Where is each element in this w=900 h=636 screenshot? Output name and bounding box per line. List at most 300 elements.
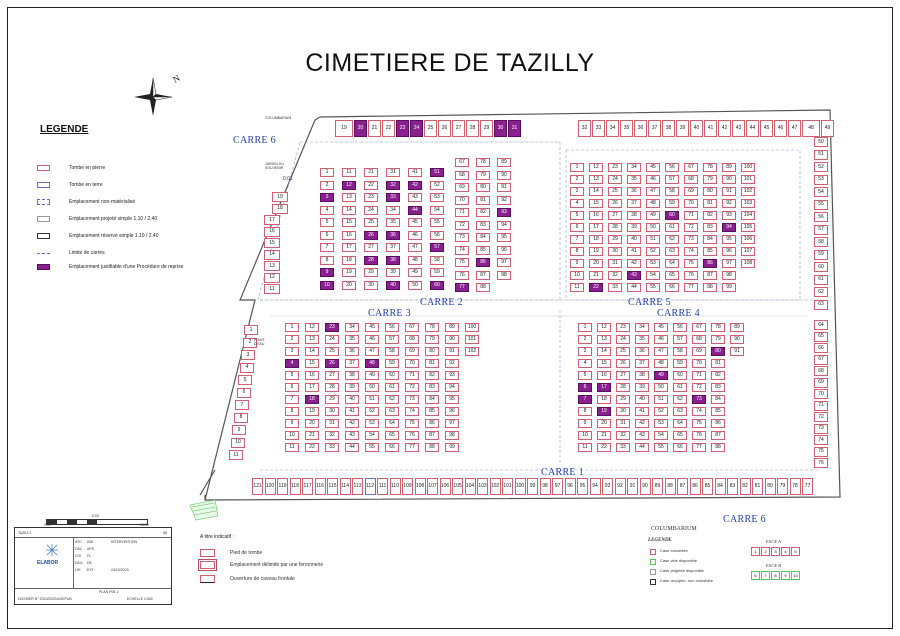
- grave-plot[interactable]: 107: [741, 247, 755, 256]
- grave-plot[interactable]: 89: [722, 163, 736, 172]
- grave-plot[interactable]: 56: [673, 323, 687, 332]
- grave-plot[interactable]: 59: [430, 268, 444, 277]
- grave-plot[interactable]: 48: [802, 120, 820, 137]
- plot-reprise[interactable]: 38: [386, 256, 400, 265]
- grave-plot[interactable]: 118: [290, 478, 301, 495]
- grave-plot[interactable]: 51: [814, 150, 828, 160]
- grave-plot[interactable]: 37: [635, 359, 649, 368]
- grave-plot[interactable]: 24: [608, 175, 622, 184]
- plot-reprise[interactable]: 86: [476, 258, 490, 267]
- grave-plot[interactable]: 60: [673, 371, 687, 380]
- grave-plot[interactable]: 70: [814, 389, 828, 399]
- grave-plot[interactable]: 80: [476, 183, 490, 192]
- grave-plot[interactable]: 57: [673, 335, 687, 344]
- grave-plot[interactable]: 62: [814, 287, 828, 297]
- grave-plot[interactable]: 100: [465, 323, 479, 332]
- grave-plot[interactable]: 78: [790, 478, 801, 495]
- grave-plot[interactable]: 58: [430, 256, 444, 265]
- grave-plot[interactable]: 62: [673, 395, 687, 404]
- grave-plot[interactable]: 18: [597, 395, 611, 404]
- grave-plot[interactable]: 75: [684, 259, 698, 268]
- plot-reprise[interactable]: 12: [342, 181, 356, 190]
- grave-plot[interactable]: 55: [365, 443, 379, 452]
- grave-plot[interactable]: 13: [342, 193, 356, 202]
- grave-plot[interactable]: 95: [497, 233, 511, 242]
- plot-reprise[interactable]: 60: [430, 281, 444, 290]
- grave-plot[interactable]: 19: [272, 192, 288, 202]
- grave-plot[interactable]: 76: [684, 271, 698, 280]
- grave-plot[interactable]: 54: [814, 187, 828, 197]
- grave-plot[interactable]: 21: [597, 431, 611, 440]
- grave-plot[interactable]: 78: [703, 163, 717, 172]
- plot-reprise[interactable]: 77: [455, 283, 469, 292]
- grave-plot[interactable]: 2: [285, 335, 299, 344]
- plot-reprise[interactable]: 19: [597, 407, 611, 416]
- grave-plot[interactable]: 30: [608, 247, 622, 256]
- grave-plot[interactable]: 59: [665, 199, 679, 208]
- grave-plot[interactable]: 107: [427, 478, 438, 495]
- grave-plot[interactable]: 53: [646, 259, 660, 268]
- grave-plot[interactable]: 88: [711, 443, 725, 452]
- grave-plot[interactable]: 33: [592, 120, 605, 137]
- grave-plot[interactable]: 53: [654, 419, 668, 428]
- grave-plot[interactable]: 14: [342, 206, 356, 215]
- grave-plot[interactable]: 53: [430, 193, 444, 202]
- grave-plot[interactable]: 58: [814, 237, 828, 247]
- grave-plot[interactable]: 6: [237, 388, 251, 398]
- grave-plot[interactable]: 81: [703, 199, 717, 208]
- grave-plot[interactable]: 94: [590, 478, 601, 495]
- grave-plot[interactable]: 28: [616, 383, 630, 392]
- grave-plot[interactable]: 1: [570, 163, 584, 172]
- grave-plot[interactable]: 25: [616, 347, 630, 356]
- grave-plot[interactable]: 90: [730, 335, 744, 344]
- grave-plot[interactable]: 7: [570, 235, 584, 244]
- grave-plot[interactable]: 61: [673, 383, 687, 392]
- grave-plot[interactable]: 28: [325, 383, 339, 392]
- grave-plot[interactable]: 90: [445, 335, 459, 344]
- grave-plot[interactable]: 8: [578, 407, 592, 416]
- grave-plot[interactable]: 75: [692, 419, 706, 428]
- grave-plot[interactable]: 1: [285, 323, 299, 332]
- columbarium-case[interactable]: 6: [751, 571, 760, 580]
- grave-plot[interactable]: 90: [640, 478, 651, 495]
- grave-plot[interactable]: 92: [615, 478, 626, 495]
- grave-plot[interactable]: 105: [452, 478, 463, 495]
- grave-plot[interactable]: 42: [718, 120, 731, 137]
- grave-plot[interactable]: 32: [578, 120, 591, 137]
- grave-plot[interactable]: 97: [445, 419, 459, 428]
- grave-plot[interactable]: 85: [476, 246, 490, 255]
- columbarium-case[interactable]: 4: [781, 547, 790, 556]
- grave-plot[interactable]: 43: [408, 193, 422, 202]
- grave-plot[interactable]: 15: [264, 238, 280, 248]
- grave-plot[interactable]: 91: [445, 347, 459, 356]
- plot-reprise[interactable]: 4: [285, 359, 299, 368]
- grave-plot[interactable]: 56: [430, 231, 444, 240]
- columbarium-case[interactable]: 3: [771, 547, 780, 556]
- plot-reprise[interactable]: 26: [364, 231, 378, 240]
- grave-plot[interactable]: 97: [497, 258, 511, 267]
- plot-reprise[interactable]: 33: [386, 193, 400, 202]
- grave-plot[interactable]: 84: [476, 233, 490, 242]
- grave-plot[interactable]: 106: [741, 235, 755, 244]
- grave-plot[interactable]: 13: [264, 261, 280, 271]
- grave-plot[interactable]: 79: [476, 171, 490, 180]
- grave-plot[interactable]: 34: [386, 206, 400, 215]
- grave-plot[interactable]: 15: [305, 359, 319, 368]
- grave-plot[interactable]: 27: [364, 243, 378, 252]
- grave-plot[interactable]: 38: [627, 211, 641, 220]
- grave-plot[interactable]: 16: [597, 371, 611, 380]
- grave-plot[interactable]: 121: [252, 478, 263, 495]
- grave-plot[interactable]: 15: [597, 359, 611, 368]
- grave-plot[interactable]: 14: [264, 250, 280, 260]
- grave-plot[interactable]: 81: [711, 359, 725, 368]
- grave-plot[interactable]: 112: [365, 478, 376, 495]
- grave-plot[interactable]: 24: [325, 335, 339, 344]
- grave-plot[interactable]: 62: [385, 395, 399, 404]
- grave-plot[interactable]: 105: [741, 223, 755, 232]
- grave-plot[interactable]: 104: [741, 211, 755, 220]
- grave-plot[interactable]: 66: [814, 343, 828, 353]
- grave-plot[interactable]: 23: [364, 193, 378, 202]
- grave-plot[interactable]: 42: [627, 259, 641, 268]
- grave-plot[interactable]: 10: [285, 431, 299, 440]
- plot-reprise[interactable]: 23: [396, 120, 409, 137]
- grave-plot[interactable]: 94: [497, 221, 511, 230]
- grave-plot[interactable]: 61: [385, 383, 399, 392]
- plot-reprise[interactable]: 80: [711, 347, 725, 356]
- grave-plot[interactable]: 71: [405, 371, 419, 380]
- grave-plot[interactable]: 3: [241, 350, 255, 360]
- grave-plot[interactable]: 15: [589, 199, 603, 208]
- grave-plot[interactable]: 92: [722, 199, 736, 208]
- plot-reprise[interactable]: 36: [386, 231, 400, 240]
- grave-plot[interactable]: 100: [515, 478, 526, 495]
- grave-plot[interactable]: 68: [405, 335, 419, 344]
- grave-plot[interactable]: 4: [570, 199, 584, 208]
- grave-plot[interactable]: 38: [345, 371, 359, 380]
- grave-plot[interactable]: 38: [635, 371, 649, 380]
- grave-plot[interactable]: 72: [455, 221, 469, 230]
- grave-plot[interactable]: 85: [702, 478, 713, 495]
- grave-plot[interactable]: 2: [578, 335, 592, 344]
- plot-reprise[interactable]: 7: [578, 395, 592, 404]
- grave-plot[interactable]: 50: [365, 383, 379, 392]
- grave-plot[interactable]: 35: [386, 218, 400, 227]
- grave-plot[interactable]: 101: [465, 335, 479, 344]
- grave-plot[interactable]: 5: [570, 211, 584, 220]
- grave-plot[interactable]: 95: [722, 235, 736, 244]
- plot-reprise[interactable]: 49: [654, 371, 668, 380]
- grave-plot[interactable]: 38: [662, 120, 675, 137]
- grave-plot[interactable]: 32: [608, 271, 622, 280]
- grave-plot[interactable]: 23: [616, 323, 630, 332]
- grave-plot[interactable]: 80: [425, 347, 439, 356]
- grave-plot[interactable]: 102: [490, 478, 501, 495]
- grave-plot[interactable]: 47: [408, 243, 422, 252]
- grave-plot[interactable]: 77: [405, 443, 419, 452]
- grave-plot[interactable]: 111: [377, 478, 388, 495]
- grave-plot[interactable]: 83: [476, 221, 490, 230]
- grave-plot[interactable]: 36: [345, 347, 359, 356]
- grave-plot[interactable]: 56: [385, 323, 399, 332]
- grave-plot[interactable]: 82: [703, 211, 717, 220]
- grave-plot[interactable]: 81: [425, 359, 439, 368]
- plot-reprise[interactable]: 6: [578, 383, 592, 392]
- grave-plot[interactable]: 90: [722, 175, 736, 184]
- grave-plot[interactable]: 54: [430, 206, 444, 215]
- grave-plot[interactable]: 60: [814, 262, 828, 272]
- grave-plot[interactable]: 67: [684, 163, 698, 172]
- grave-plot[interactable]: 95: [445, 395, 459, 404]
- grave-plot[interactable]: 87: [677, 478, 688, 495]
- grave-plot[interactable]: 26: [616, 359, 630, 368]
- grave-plot[interactable]: 36: [627, 187, 641, 196]
- grave-plot[interactable]: 16: [342, 231, 356, 240]
- grave-plot[interactable]: 17: [264, 215, 280, 225]
- grave-plot[interactable]: 17: [305, 383, 319, 392]
- plot-reprise[interactable]: 9: [320, 268, 334, 277]
- grave-plot[interactable]: 69: [814, 378, 828, 388]
- grave-plot[interactable]: 12: [305, 323, 319, 332]
- grave-plot[interactable]: 20: [589, 259, 603, 268]
- grave-plot[interactable]: 37: [627, 199, 641, 208]
- grave-plot[interactable]: 10: [231, 438, 245, 448]
- plot-reprise[interactable]: 51: [430, 168, 444, 177]
- grave-plot[interactable]: 79: [425, 335, 439, 344]
- grave-plot[interactable]: 25: [424, 120, 437, 137]
- grave-plot[interactable]: 75: [455, 258, 469, 267]
- grave-plot[interactable]: 89: [445, 323, 459, 332]
- columbarium-case[interactable]: 10: [791, 571, 800, 580]
- grave-plot[interactable]: 9: [285, 419, 299, 428]
- grave-plot[interactable]: 29: [325, 395, 339, 404]
- grave-plot[interactable]: 65: [673, 431, 687, 440]
- grave-plot[interactable]: 22: [364, 181, 378, 190]
- grave-plot[interactable]: 93: [722, 211, 736, 220]
- grave-plot[interactable]: 44: [345, 443, 359, 452]
- grave-plot[interactable]: 11: [578, 443, 592, 452]
- plot-reprise[interactable]: 30: [494, 120, 507, 137]
- grave-plot[interactable]: 74: [405, 407, 419, 416]
- plot-reprise[interactable]: 73: [692, 395, 706, 404]
- grave-plot[interactable]: 66: [385, 443, 399, 452]
- grave-plot[interactable]: 11: [264, 284, 280, 294]
- grave-plot[interactable]: 9: [578, 419, 592, 428]
- grave-plot[interactable]: 40: [635, 395, 649, 404]
- grave-plot[interactable]: 71: [692, 371, 706, 380]
- grave-plot[interactable]: 16: [264, 227, 280, 237]
- grave-plot[interactable]: 31: [608, 259, 622, 268]
- grave-plot[interactable]: 25: [325, 347, 339, 356]
- grave-plot[interactable]: 23: [608, 163, 622, 172]
- plot-reprise[interactable]: 28: [364, 256, 378, 265]
- grave-plot[interactable]: 39: [676, 120, 689, 137]
- grave-plot[interactable]: 117: [302, 478, 313, 495]
- grave-plot[interactable]: 95: [577, 478, 588, 495]
- plot-reprise[interactable]: 3: [320, 193, 334, 202]
- grave-plot[interactable]: 6: [285, 383, 299, 392]
- grave-plot[interactable]: 55: [654, 443, 668, 452]
- grave-plot[interactable]: 74: [684, 247, 698, 256]
- grave-plot[interactable]: 64: [665, 259, 679, 268]
- grave-plot[interactable]: 108: [415, 478, 426, 495]
- grave-plot[interactable]: 72: [814, 412, 828, 422]
- grave-plot[interactable]: 77: [684, 283, 698, 292]
- grave-plot[interactable]: 40: [345, 395, 359, 404]
- grave-plot[interactable]: 42: [635, 419, 649, 428]
- grave-plot[interactable]: 103: [741, 199, 755, 208]
- grave-plot[interactable]: 80: [703, 187, 717, 196]
- grave-plot[interactable]: 41: [704, 120, 717, 137]
- grave-plot[interactable]: 100: [741, 163, 755, 172]
- grave-plot[interactable]: 68: [692, 335, 706, 344]
- grave-plot[interactable]: 34: [635, 323, 649, 332]
- grave-plot[interactable]: 18: [342, 256, 356, 265]
- grave-plot[interactable]: 85: [711, 407, 725, 416]
- grave-plot[interactable]: 75: [814, 447, 828, 457]
- grave-plot[interactable]: 6: [320, 231, 334, 240]
- grave-plot[interactable]: 12: [589, 163, 603, 172]
- grave-plot[interactable]: 82: [711, 371, 725, 380]
- grave-plot[interactable]: 10: [578, 431, 592, 440]
- grave-plot[interactable]: 45: [365, 323, 379, 332]
- grave-plot[interactable]: 113: [352, 478, 363, 495]
- grave-plot[interactable]: 39: [345, 383, 359, 392]
- grave-plot[interactable]: 46: [654, 335, 668, 344]
- grave-plot[interactable]: 49: [821, 120, 834, 137]
- grave-plot[interactable]: 31: [325, 419, 339, 428]
- columbarium-case[interactable]: 8: [771, 571, 780, 580]
- grave-plot[interactable]: 103: [477, 478, 488, 495]
- grave-plot[interactable]: 68: [814, 366, 828, 376]
- grave-plot[interactable]: 12: [264, 273, 280, 283]
- grave-plot[interactable]: 66: [665, 283, 679, 292]
- grave-plot[interactable]: 14: [305, 347, 319, 356]
- grave-plot[interactable]: 76: [405, 431, 419, 440]
- grave-plot[interactable]: 69: [405, 347, 419, 356]
- grave-plot[interactable]: 5: [285, 371, 299, 380]
- grave-plot[interactable]: 21: [589, 271, 603, 280]
- grave-plot[interactable]: 74: [692, 407, 706, 416]
- grave-plot[interactable]: 115: [327, 478, 338, 495]
- grave-plot[interactable]: 21: [305, 431, 319, 440]
- grave-plot[interactable]: 47: [365, 347, 379, 356]
- plot-reprise[interactable]: 31: [508, 120, 521, 137]
- grave-plot[interactable]: 89: [730, 323, 744, 332]
- grave-plot[interactable]: 84: [715, 478, 726, 495]
- grave-plot[interactable]: 45: [654, 323, 668, 332]
- grave-plot[interactable]: 71: [455, 208, 469, 217]
- grave-plot[interactable]: 78: [476, 158, 490, 167]
- grave-plot[interactable]: 30: [325, 407, 339, 416]
- grave-plot[interactable]: 32: [325, 431, 339, 440]
- plot-reprise[interactable]: 43: [627, 271, 641, 280]
- grave-plot[interactable]: 59: [673, 359, 687, 368]
- grave-plot[interactable]: 48: [408, 256, 422, 265]
- grave-plot[interactable]: 29: [364, 268, 378, 277]
- grave-plot[interactable]: 29: [608, 235, 622, 244]
- grave-plot[interactable]: 87: [703, 271, 717, 280]
- grave-plot[interactable]: 58: [673, 347, 687, 356]
- grave-plot[interactable]: 33: [608, 283, 622, 292]
- grave-plot[interactable]: 86: [711, 419, 725, 428]
- grave-plot[interactable]: 73: [684, 235, 698, 244]
- grave-plot[interactable]: 41: [408, 168, 422, 177]
- grave-plot[interactable]: 11: [570, 283, 584, 292]
- plot-reprise[interactable]: 44: [408, 206, 422, 215]
- grave-plot[interactable]: 19: [305, 407, 319, 416]
- grave-plot[interactable]: 51: [365, 395, 379, 404]
- grave-plot[interactable]: 24: [364, 206, 378, 215]
- grave-plot[interactable]: 108: [741, 259, 755, 268]
- grave-plot[interactable]: 81: [476, 196, 490, 205]
- grave-plot[interactable]: 98: [445, 431, 459, 440]
- grave-plot[interactable]: 9: [570, 259, 584, 268]
- plot-reprise[interactable]: 17: [597, 383, 611, 392]
- grave-plot[interactable]: 3: [570, 187, 584, 196]
- grave-plot[interactable]: 59: [385, 359, 399, 368]
- plot-reprise[interactable]: 22: [589, 283, 603, 292]
- grave-plot[interactable]: 13: [305, 335, 319, 344]
- grave-plot[interactable]: 119: [277, 478, 288, 495]
- grave-plot[interactable]: 87: [425, 431, 439, 440]
- grave-plot[interactable]: 76: [455, 271, 469, 280]
- grave-plot[interactable]: 7: [285, 395, 299, 404]
- grave-plot[interactable]: 30: [364, 281, 378, 290]
- grave-plot[interactable]: 11: [285, 443, 299, 452]
- grave-plot[interactable]: 77: [692, 443, 706, 452]
- grave-plot[interactable]: 70: [455, 196, 469, 205]
- grave-plot[interactable]: 20: [305, 419, 319, 428]
- grave-plot[interactable]: 104: [465, 478, 476, 495]
- grave-plot[interactable]: 56: [814, 212, 828, 222]
- grave-plot[interactable]: 5: [578, 371, 592, 380]
- grave-plot[interactable]: 72: [692, 383, 706, 392]
- grave-plot[interactable]: 35: [635, 335, 649, 344]
- grave-plot[interactable]: 8: [570, 247, 584, 256]
- grave-plot[interactable]: 65: [385, 431, 399, 440]
- grave-plot[interactable]: 2: [243, 338, 257, 348]
- grave-plot[interactable]: 48: [646, 199, 660, 208]
- grave-plot[interactable]: 114: [340, 478, 351, 495]
- grave-plot[interactable]: 11: [342, 168, 356, 177]
- grave-plot[interactable]: 52: [430, 181, 444, 190]
- grave-plot[interactable]: 99: [527, 478, 538, 495]
- grave-plot[interactable]: 99: [722, 283, 736, 292]
- grave-plot[interactable]: 67: [455, 158, 469, 167]
- grave-plot[interactable]: 54: [646, 271, 660, 280]
- plot-reprise[interactable]: 42: [408, 181, 422, 190]
- grave-plot[interactable]: 96: [565, 478, 576, 495]
- grave-plot[interactable]: 6: [570, 223, 584, 232]
- grave-plot[interactable]: 62: [665, 235, 679, 244]
- grave-plot[interactable]: 82: [476, 208, 490, 217]
- grave-plot[interactable]: 45: [646, 163, 660, 172]
- grave-plot[interactable]: 106: [440, 478, 451, 495]
- grave-plot[interactable]: 37: [648, 120, 661, 137]
- grave-plot[interactable]: 31: [616, 419, 630, 428]
- grave-plot[interactable]: 26: [438, 120, 451, 137]
- plot-reprise[interactable]: 48: [365, 359, 379, 368]
- grave-plot[interactable]: 18: [589, 235, 603, 244]
- grave-plot[interactable]: 79: [703, 175, 717, 184]
- grave-plot[interactable]: 25: [364, 218, 378, 227]
- grave-plot[interactable]: 88: [425, 443, 439, 452]
- plot-reprise[interactable]: 32: [386, 181, 400, 190]
